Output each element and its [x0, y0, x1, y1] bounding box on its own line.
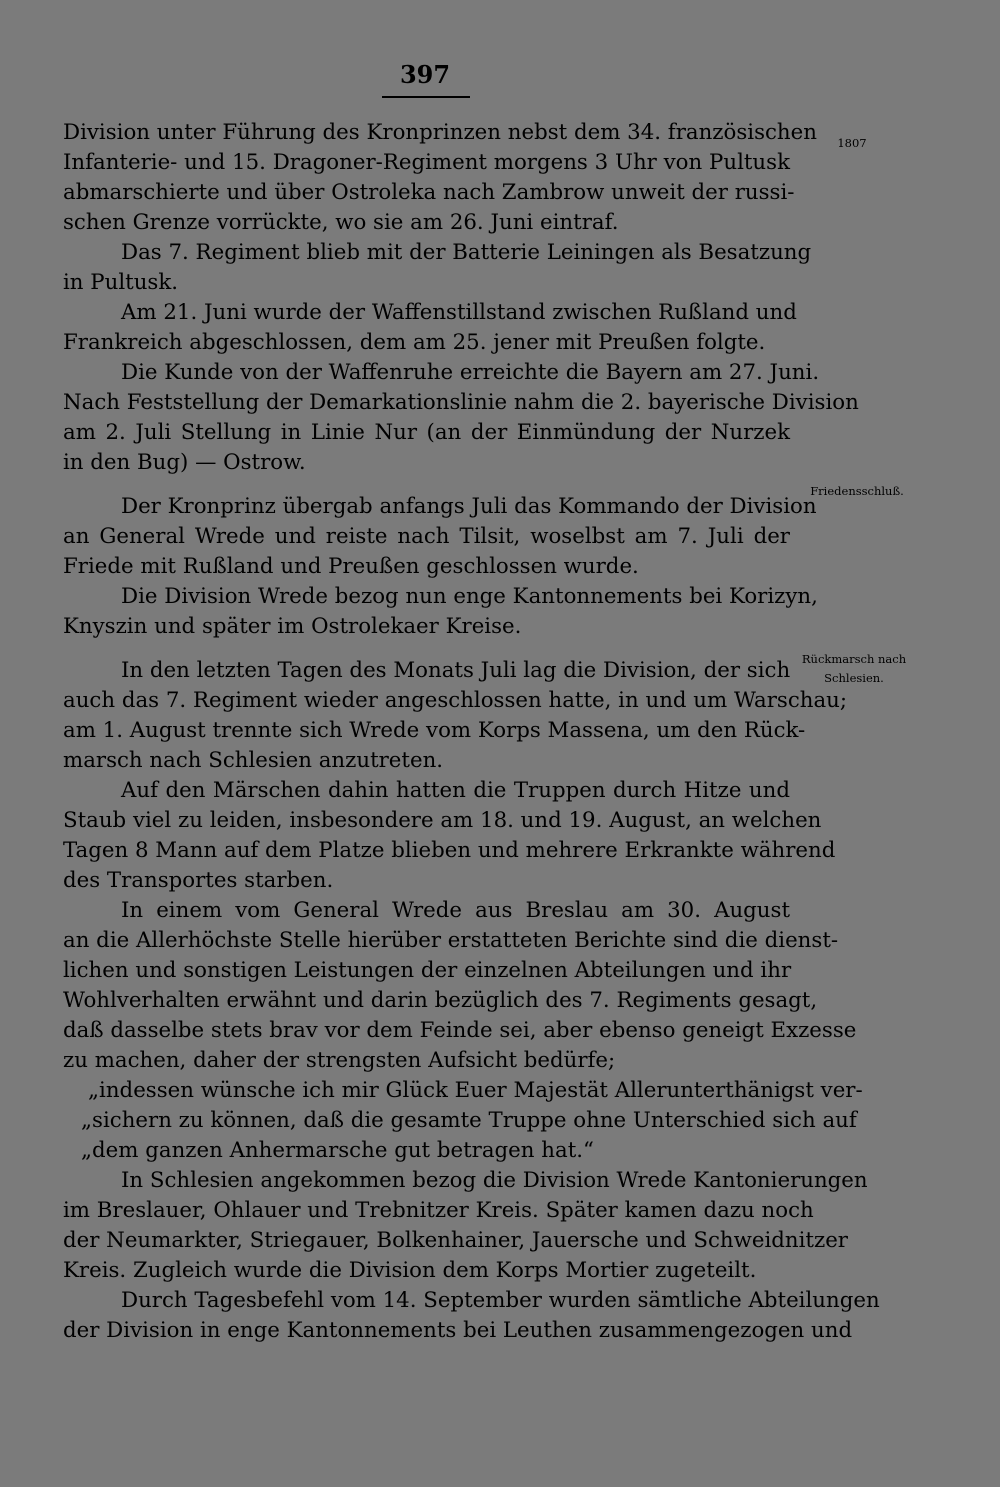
text-line: Die Kunde von der Waffenruhe erreichte die Bayern am 27. Juni. [121, 360, 820, 385]
margin-note-rueckmarsch-line: Rückmarsch nach [801, 652, 907, 666]
text-line: In den letzten Tagen des Monats Juli lag die Division, der sich [121, 658, 791, 683]
text-line: der Division in enge Kantonnements bei Leuthen zusammengezogen und [63, 1318, 853, 1343]
text-line: Infanterie- und 15. Dragoner-Regiment morgens 3 Uhr von Pultusk [63, 150, 790, 175]
margin-note-rueckmarsch [794, 650, 914, 688]
text-line: Kreis. Zugleich wurde die Division dem Korps Mortier zugeteilt. [63, 1258, 757, 1283]
text-line: marsch nach Schlesien anzutreten. [63, 748, 444, 773]
text-line: schen Grenze vorrückte, wo sie am 26. Juni eintraf. [63, 210, 619, 235]
quote-line: „indessen wünsche ich mir Glück Euer Majestät Allerunterthänigst ver- [88, 1078, 863, 1103]
text-line: In einem vom General Wrede aus Breslau am 30. August [121, 898, 790, 923]
margin-note-friedensschluss: Friedensschluß. [810, 484, 904, 498]
text-line: Durch Tagesbefehl vom 14. September wurden sämtliche Abteilungen [121, 1288, 880, 1313]
text-line: Friede mit Rußland und Preußen geschlossen wurde. [63, 554, 639, 579]
page-number-rule [382, 96, 470, 98]
text-line: Tagen 8 Mann auf dem Platze blieben und mehrere Erkrankte während [63, 838, 836, 863]
text-line: des Transportes starben. [63, 868, 334, 893]
quote-line: „sichern zu können, daß die gesamte Truppe ohne Unterschied sich auf [81, 1108, 857, 1133]
text-line: lichen und sonstigen Leistungen der einzelnen Abteilungen und ihr [63, 958, 792, 983]
text-line: daß dasselbe stets brav vor dem Feinde sei, aber ebenso geneigt Exzesse [63, 1018, 857, 1043]
text-line: auch das 7. Regiment wieder angeschlossen hatte, in und um Warschau; [63, 688, 848, 713]
text-line: Frankreich abgeschlossen, dem am 25. jener mit Preußen folgte. [63, 330, 766, 355]
margin-note-year: 1807 [837, 136, 867, 150]
text-line: Der Kronprinz übergab anfangs Juli das Kommando der Division [121, 494, 817, 519]
text-line: Staub viel zu leiden, insbesondere am 18. und 19. August, an welchen [63, 808, 822, 833]
text-line: am 1. August trennte sich Wrede vom Korps Massena, um den Rück- [63, 718, 806, 743]
text-line: Knyszin und später im Ostrolekaer Kreise. [63, 614, 522, 639]
text-line: in Pultusk. [63, 270, 179, 295]
text-line: an die Allerhöchste Stelle hierüber erstatteten Berichte sind die dienst- [63, 928, 839, 953]
text-line: in den Bug) — Ostrow. [63, 450, 306, 475]
text-line: im Breslauer, Ohlauer und Trebnitzer Kreis. Später kamen dazu noch [63, 1198, 814, 1223]
text-line: der Neumarkter, Striegauer, Bolkenhainer, Jauersche und Schweidnitzer [63, 1228, 848, 1253]
text-line: an General Wrede und reiste nach Tilsit, woselbst am 7. Juli der [63, 524, 790, 549]
text-line: Nach Feststellung der Demarkationslinie nahm die 2. bayerische Division [63, 390, 859, 415]
text-line: Das 7. Regiment blieb mit der Batterie Leiningen als Besatzung [121, 240, 812, 265]
text-line: Am 21. Juni wurde der Waffenstillstand zwischen Rußland und [121, 300, 797, 325]
text-line: am 2. Juli Stellung in Linie Nur (an der Einmündung der Nurzek [63, 420, 790, 445]
text-line: Division unter Führung des Kronprinzen nebst dem 34. französischen [63, 120, 817, 145]
text-line: zu machen, daher der strengsten Aufsicht bedürfe; [63, 1048, 616, 1073]
margin-note-rueckmarsch-line: Schlesien. [824, 671, 884, 685]
text-line: Auf den Märschen dahin hatten die Truppen durch Hitze und [121, 778, 790, 803]
page-number: 397 [399, 60, 451, 89]
text-line: Die Division Wrede bezog nun enge Kantonnements bei Korizyn, [121, 584, 818, 609]
text-line: Wohlverhalten erwähnt und darin bezüglich des 7. Regiments gesagt, [63, 988, 818, 1013]
text-line: abmarschierte und über Ostroleka nach Zambrow unweit der russi- [63, 180, 795, 205]
text-line: In Schlesien angekommen bezog die Division Wrede Kantonierungen [121, 1168, 868, 1193]
quote-line: „dem ganzen Anhermarsche gut betragen hat.“ [81, 1138, 594, 1163]
